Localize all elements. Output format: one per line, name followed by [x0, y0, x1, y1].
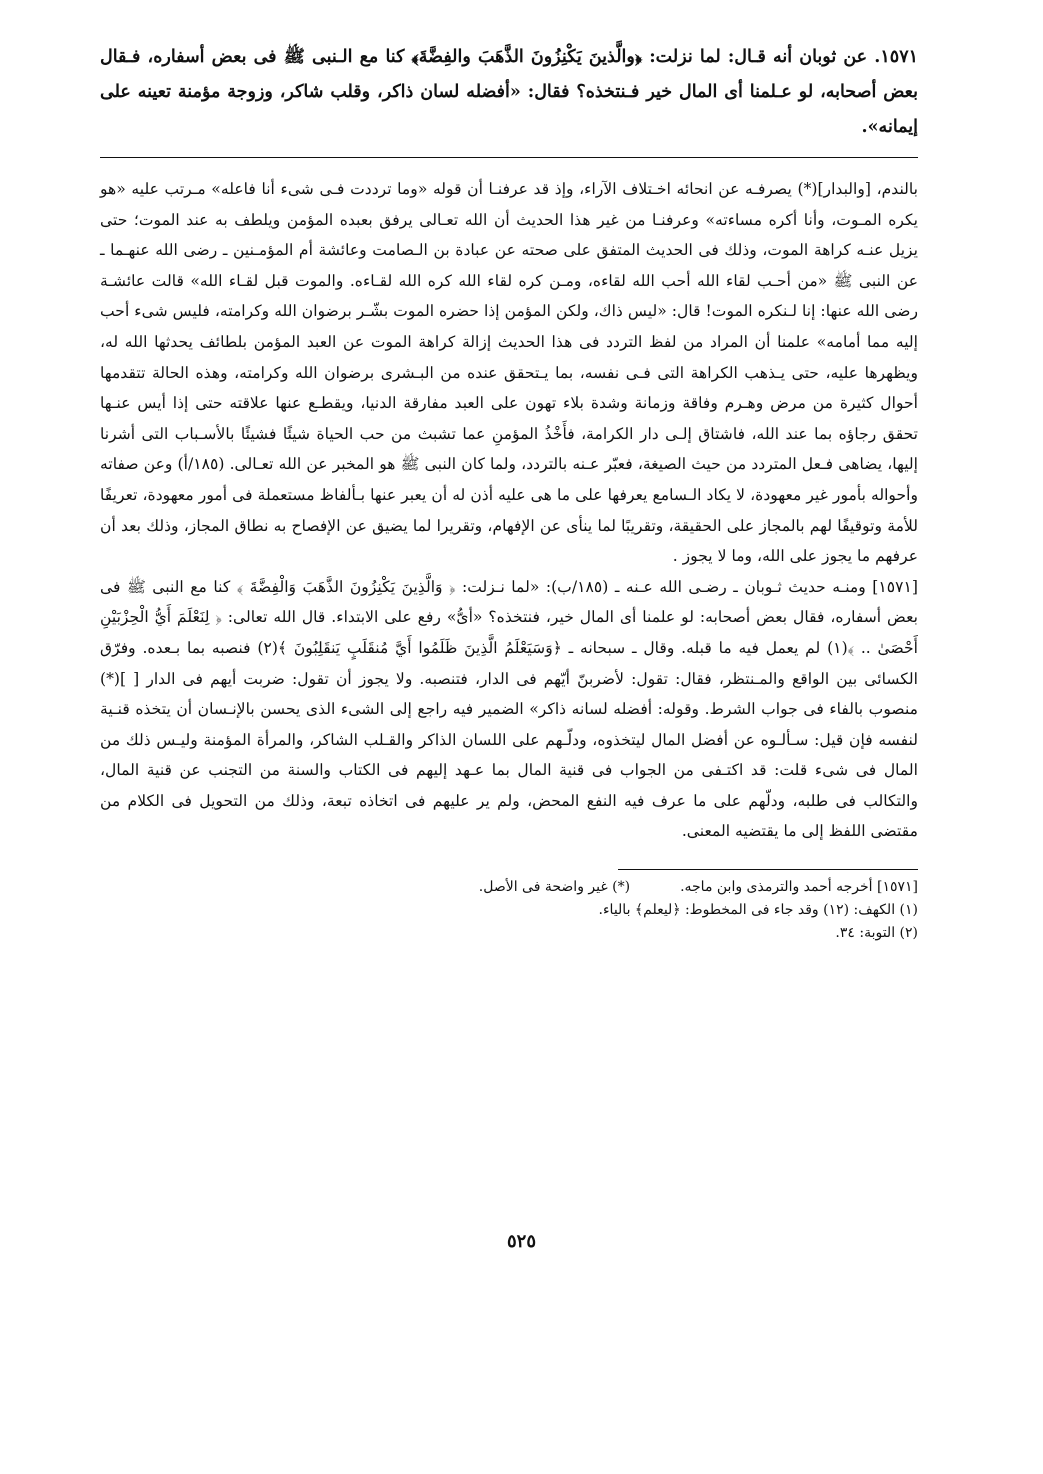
commentary-paragraph-1: بالندم، [والبدار](*) يصرفـه عن انحائه اخـتلاف الآراء، وإذ قد عرفنـا أن قوله «وما ترددت فـى شىء أنا فاعله» مـرتب عليه «هو يكره المـوت، وأنا أكره مساءته» وعرفنـا من غير هذا الحديث أن الله تعـالى يرفق بعبده المؤمن ويلطف به عند الموت؛ حتى يزيل عنـه كراهة الموت، وذلك فى الحديث المتفق على صحته عن عبادة بن الـصامت وعائشة أم المؤمـنين ـ رضى الله عنهـما ـ عن النبى ﷺ «من أحـب لقاء الله أحب الله لقاءه، ومـن كره لقاء الله كره الله لقـاءه. والموت قبل لقـاء الله» قالت عائشـة رضى الله عنها: إنا لـنكره الموت! قال: «ليس ذاك، ولكن المؤمن إذا حضره الموت بشّـر برضوان الله وكرامته، فليس شىء أحب إليه مما أمامه» علمنا أن المراد من لفظ التردد فى هذا الحديث إزالة كراهة الموت عن العبد المؤمن بلطائف يحدثها الله له، ويظهرها عليه، حتى يـذهب الكراهة التى فـى نفسه، بما يـتحقق عنده من البـشرى برضوان الله وكرامته، وهذه الحالة تتقدمها أحوال كثيرة من مرض وهـرم وفاقة وزمانة وشدة بلاء تهون على العبد مفارقة الدنيا، ويقطـع عنها علاقته حتى إذا أيس عنـها تحقق رجاؤه بما عند الله، فاشتاق إلـى دار الكرامة، فأَخْذُ المؤمنِ عما تشبث من حب الحياة شيئًا فشيئًا بالأسـباب التى أشرنا إليها، يضاهى فـعل المتردد من حيث الصيغة، فعبّر عـنه بالتردد، ولما كان النبى ﷺ هو المخبر عن الله تعـالى. (١٨٥/أ) وعن صفاته وأحواله بأمور غير معهودة، لا يكاد الـسامع يعرفها على ما هى عليه أذن له أن يعبر عنها بـألفاظ مستعملة فى أمور معهودة، تعريفًا للأمة وتوقيفًا لهم بالمجاز على الحقيقة، وتقريبًا لما ينأى عن الإفهام، وتقريرا لما يضيق عن الإفصاح به نطاق المجاز، وذلك بعد أن عرفهم ما يجوز على الله، وما لا يجوز . — [100, 180, 918, 566]
footnote-divider — [618, 869, 918, 870]
commentary-paragraph-2: [١٥٧١] ومنـه حديث ثـوبان ـ رضـى الله عـنه ـ (١٨٥/ب): «لما نـزلت: ﴿ وَالَّذِينَ يَكْنِزُونَ الذَّهَبَ وَالْفِضَّةَ ﴾ كنا مع النبى ﷺ فى بعض أسفاره، فقال بعض أصحابه: لو علمنا أى المال خير، فنتخذه؟ «أىُّ» رفع على الابتداء. قال الله تعالى: ﴿ لِنَعْلَمَ أَيُّ الْحِزْبَيْنِ أَحْصَىٰ .. ﴾(١) لم يعمل فيه ما قبله. وقال ـ سبحانه ـ ﴿وَسَيَعْلَمُ الَّذِينَ ظَلَمُوا أَيَّ مُنقَلَبٍ يَنقَلِبُونَ ﴾(٢) فنصبه بما بـعده. وفرّق الكسائى بين الواقع والمـنتظر، فقال: تقول: لأضربنّ أيّهم فى الدار، فتنصبه. ولا يجوز أن تقول: ضربت أيهم فى الدار [ ](*) منصوب بالفاء فى جواب الشرط. وقوله: أفضله لسانه ذاكر» الضمير فيه راجع إلى الشىء الذى يحسن بالإنـسان أن يتخذه قنـية لنفسه فإن قيل: سـألـوه عن أفضل المال ليتخذوه، ودلّـهم على اللسان الذاكر والقـلب الشاكر، والمرأة المؤمنة وليـس ذلك من المال فى شىء قلت: قد اكتـفى من الجواب فى قنية المال بما عـهد إليهم فى الكتاب والسنة من التجنب عن قنية المال، والتكالب فى طلبه، ودلّهم على ما عرف فيه النفع المحض، ولم ير عليهم فى اتخاذه تبعة، وذلك من التحويل فى الكلام من مقتضى اللفظ إلى ما يقتضيه المعنى. — [100, 577, 918, 841]
page-body — [100, 40, 918, 945]
footnote-row-1 — [100, 876, 918, 899]
footnote-1: (١) الكهف: (١٢) وقد جاء فى المخطوط: ﴿ليعلم﴾ بالياء. — [598, 902, 918, 919]
hadith-number: ١٥٧١. — [874, 47, 918, 67]
commentary-block — [100, 174, 918, 847]
page-number: ٥٢٥ — [506, 1231, 536, 1252]
footnote-1571: [١٥٧١] أخرجه أحمد والترمذى وابن ماجه. — [680, 879, 918, 896]
footnote-star: (*) غير واضحة فى الأصل. — [478, 879, 631, 896]
footnote-2: (٢) التوبة: ٣٤. — [835, 925, 918, 942]
hadith-text-block — [100, 40, 918, 145]
footnotes-block — [100, 876, 918, 945]
hadith-text: عن ثوبان أنه قـال: لما نزلت: ﴿والَّذينَ يَكْنِزُونَ الذَّهَبَ والفِضَّةَ﴾ كنا مع الـنبى ﷺ فى بعض أسفاره، فـقال بعض أصحابه، لو عـلمنا أى المال خير فـنتخذه؟ فقال: «أفضله لسان ذاكر، وقلب شاكر، وزوجة مؤمنة تعينه على إيمانه». — [100, 47, 918, 137]
section-divider — [100, 157, 918, 158]
